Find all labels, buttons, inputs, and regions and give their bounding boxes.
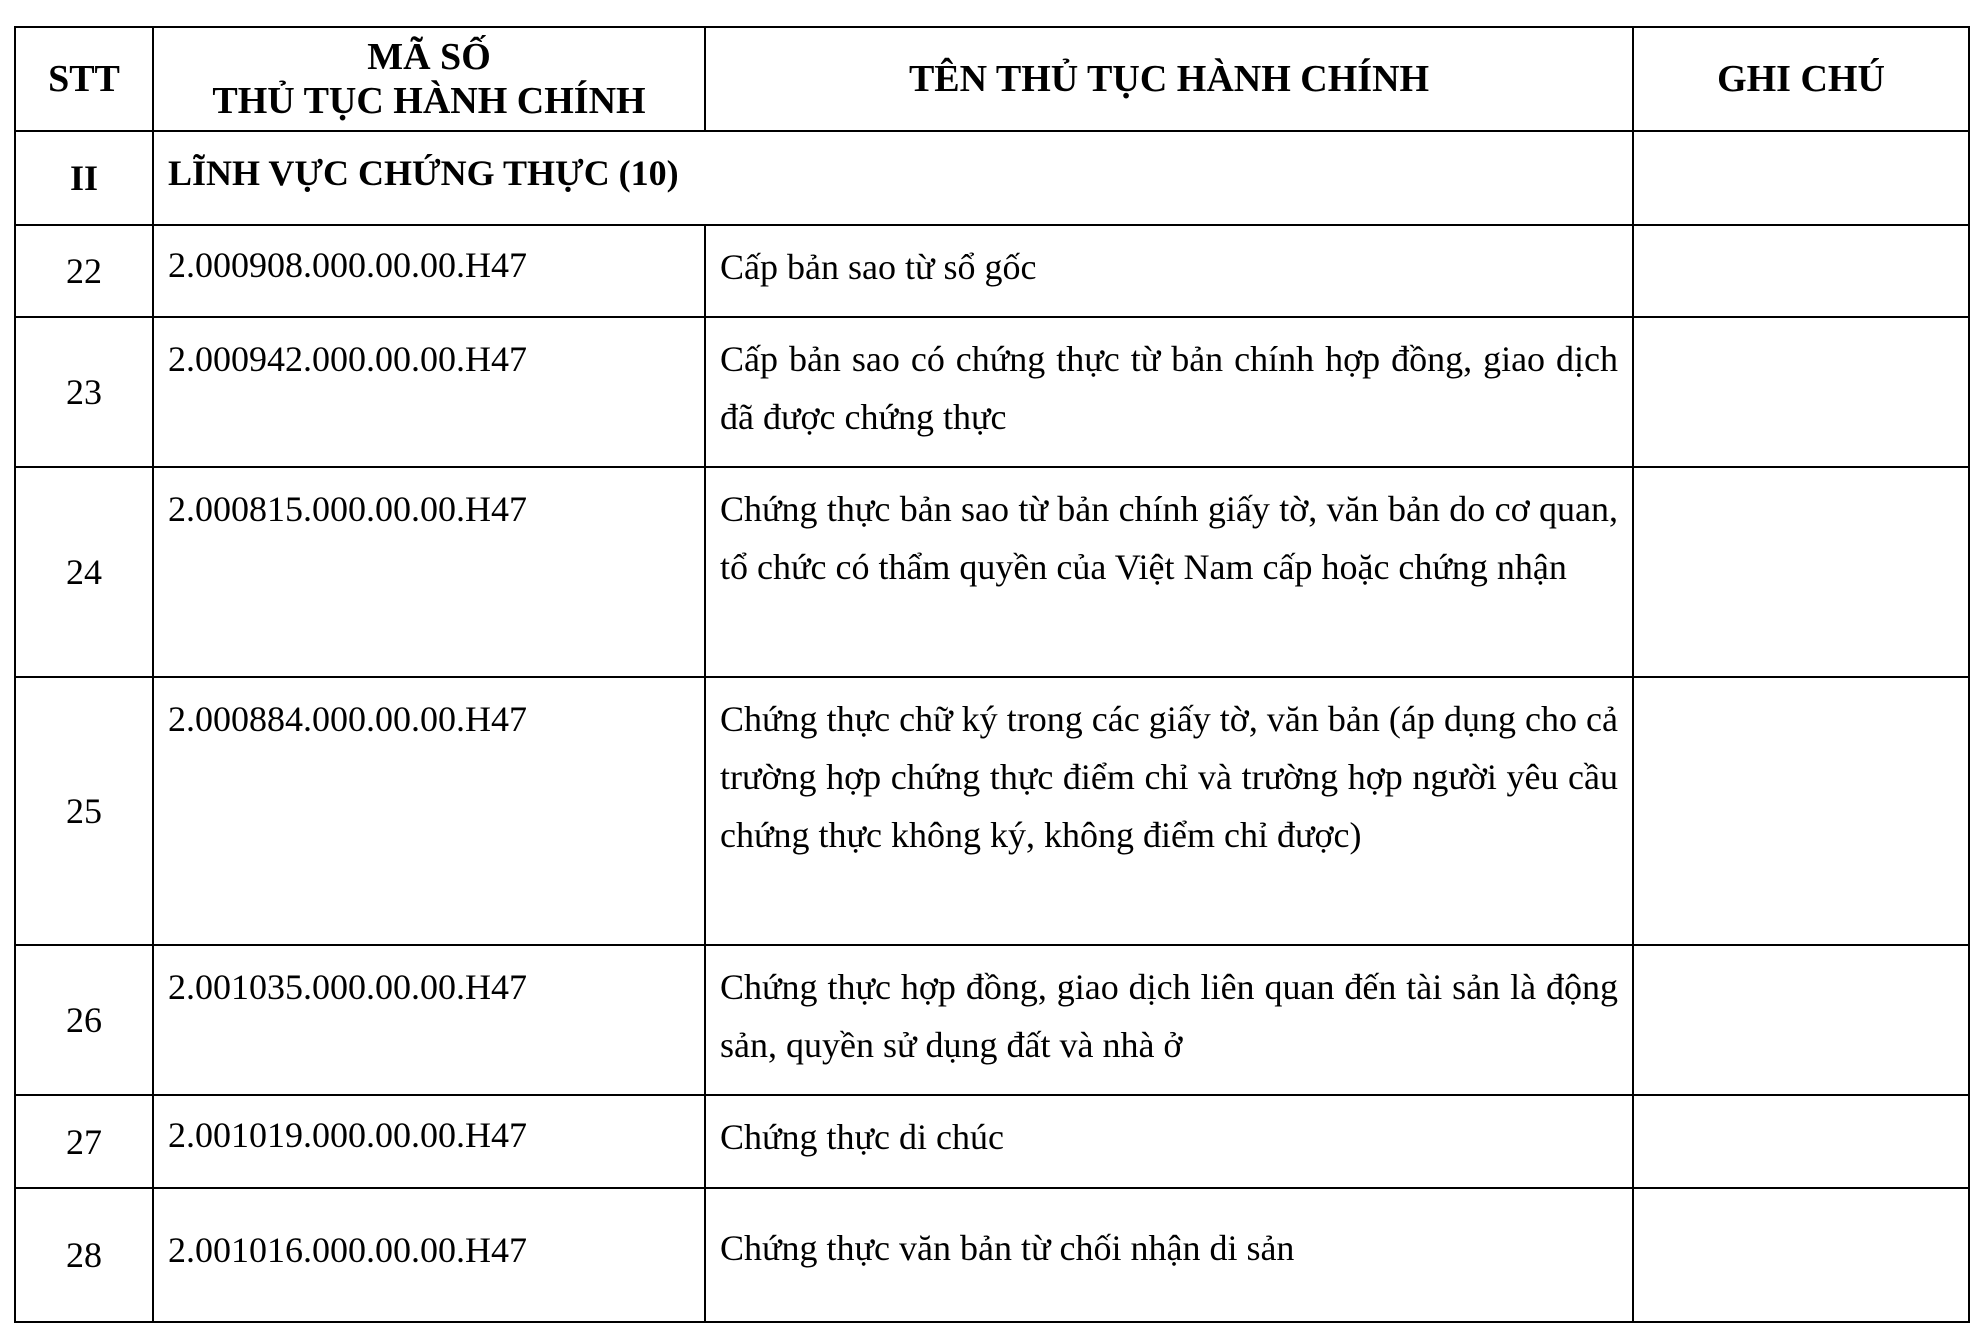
row-note <box>1633 1188 1969 1322</box>
row-code: 2.000815.000.00.00.H47 <box>153 467 705 677</box>
row-note <box>1633 677 1969 945</box>
row-code: 2.000942.000.00.00.H47 <box>153 317 705 467</box>
row-name: Chứng thực hợp đồng, giao dịch liên quan đến tài sản là động sản, quyền sử dụng đất và nhà ở <box>705 945 1633 1095</box>
row-name: Chứng thực chữ ký trong các giấy tờ, văn bản (áp dụng cho cả trường hợp chứng thực điểm chỉ và trường hợp người yêu cầu chứng thực không ký, không điểm chỉ được) <box>705 677 1633 945</box>
row-stt: 26 <box>15 945 153 1095</box>
row-stt: 25 <box>15 677 153 945</box>
header-stt: STT <box>15 27 153 131</box>
section-note <box>1633 131 1969 225</box>
procedures-table <box>14 26 1970 1323</box>
header-code-line2: THỦ TỤC HÀNH CHÍNH <box>212 80 646 122</box>
row-code: 2.001019.000.00.00.H47 <box>153 1095 705 1188</box>
header-code <box>153 27 705 131</box>
row-name: Chứng thực bản sao từ bản chính giấy tờ, văn bản do cơ quan, tổ chức có thẩm quyền của Việt Nam cấp hoặc chứng nhận <box>705 467 1633 677</box>
document-page <box>14 26 1968 1323</box>
table-header-row <box>15 27 1969 131</box>
row-name: Chứng thực văn bản từ chối nhận di sản <box>705 1188 1633 1322</box>
row-name: Chứng thực di chúc <box>705 1095 1633 1188</box>
row-note <box>1633 317 1969 467</box>
table-row <box>15 467 1969 677</box>
table-row <box>15 677 1969 945</box>
table-row <box>15 1188 1969 1322</box>
table-row <box>15 225 1969 317</box>
section-title: LĨNH VỰC CHỨNG THỰC (10) <box>153 131 1633 225</box>
row-stt: 24 <box>15 467 153 677</box>
table-row <box>15 317 1969 467</box>
row-stt: 28 <box>15 1188 153 1322</box>
row-note <box>1633 467 1969 677</box>
row-name: Cấp bản sao có chứng thực từ bản chính hợp đồng, giao dịch đã được chứng thực <box>705 317 1633 467</box>
row-code: 2.000884.000.00.00.H47 <box>153 677 705 945</box>
header-note: GHI CHÚ <box>1633 27 1969 131</box>
row-note <box>1633 945 1969 1095</box>
row-code: 2.001035.000.00.00.H47 <box>153 945 705 1095</box>
header-code-line1: MÃ SỐ <box>367 36 491 78</box>
table-row <box>15 1095 1969 1188</box>
row-code: 2.000908.000.00.00.H47 <box>153 225 705 317</box>
row-stt: 22 <box>15 225 153 317</box>
section-number: II <box>15 131 153 225</box>
header-name: TÊN THỦ TỤC HÀNH CHÍNH <box>705 27 1633 131</box>
row-note <box>1633 1095 1969 1188</box>
row-name: Cấp bản sao từ sổ gốc <box>705 225 1633 317</box>
row-stt: 27 <box>15 1095 153 1188</box>
row-note <box>1633 225 1969 317</box>
section-row <box>15 131 1969 225</box>
row-stt: 23 <box>15 317 153 467</box>
table-row <box>15 945 1969 1095</box>
row-code: 2.001016.000.00.00.H47 <box>153 1188 705 1322</box>
